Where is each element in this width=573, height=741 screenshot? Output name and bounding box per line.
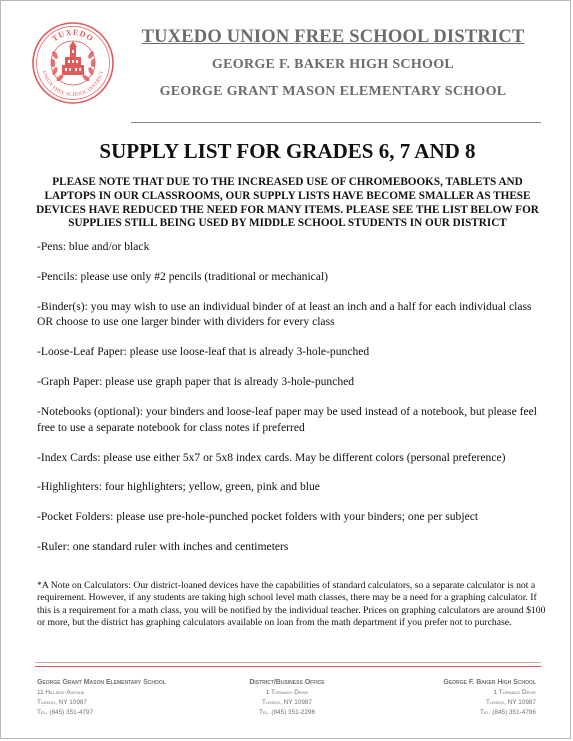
footer-center-phone: Tel. (845) 351-2296 [258, 709, 316, 716]
footer-left-city: Tuxedo, NY 10987 [37, 699, 87, 706]
high-school-name: GEORGE F. BAKER HIGH SCHOOL [211, 57, 455, 72]
calculator-note: *A Note on Calculators: Our district-loaned devices have the capabilities of standard calculators, so a separate calculator is not a requirement. However, if any students are taking high school level math classes, there may be a need for a graphing calculator. If this is a requirement for a math class, you will be notified by the individual teacher. Prices on graphing calculators are around $100 or more, but the district has graphing calculators available on loan from the math department if you prefer not to purchase. [37, 580, 546, 629]
footer-right-city: Tuxedo, NY 10987 [486, 699, 536, 706]
footer-left-name: George Grant Mason Elementary School [37, 679, 166, 686]
supply-item-pocket-folders: -Pocket Folders: please use pre-hole-punched pocket folders with your binders; one per subject [37, 510, 479, 524]
footer-right-address: 1 Tornado Drive [493, 689, 536, 696]
notice-paragraph: PLEASE NOTE THAT DUE TO THE INCREASED USE OF CHROMEBOOKS, TABLETS AND LAPTOPS IN OUR CLASSROOMS, OUR SUPPLY LISTS HAVE BECOME SMALLER AS THESE DEVICES HAVE REDUCED THE NEED FOR MANY ITEMS. PLEASE SEE THE LIST BELOW FOR SUPPLIES STILL BEING USED BY MIDDLE SCHOOL STUDENTS IN OUR DISTRICT [36, 176, 539, 230]
footer-right-name: George F. Baker High School [443, 679, 536, 686]
footer-divider-thin [35, 662, 541, 663]
footer-district-office [227, 678, 347, 718]
district-name: TUXEDO UNION FREE SCHOOL DISTRICT [141, 27, 525, 47]
supply-item-binders: -Binder(s): you may wish to use an individual binder of at least an inch and a half for each individual class OR choose to use one larger binder with dividers for every class [37, 299, 532, 329]
footer-right-phone: Tel. (845) 351-4786 [479, 709, 536, 716]
svg-text:UNION FREE SCHOOL DISTRICT: UNION FREE SCHOOL DISTRICT [40, 69, 106, 99]
footer-high-school [443, 678, 536, 718]
supply-item-graph-paper: -Graph Paper: please use graph paper that is already 3-hole-punched [37, 375, 355, 389]
supply-item-notebooks: -Notebooks (optional): your binders and loose-leaf paper may be used instead of a notebook, but please feel free to use a separate notebook for class notes if preferred [37, 405, 537, 434]
document-title: SUPPLY LIST FOR GRADES 6, 7 AND 8 [99, 139, 476, 163]
footer-left-address: 11 Hillside Avenue [37, 689, 85, 696]
supply-list [37, 239, 547, 569]
footer-center-name: District/Business Office [249, 679, 325, 686]
footer-elementary-school [37, 678, 166, 718]
district-seal-logo [31, 21, 115, 105]
supply-item-pencils: -Pencils: please use only #2 pencils (traditional or mechanical) [37, 269, 329, 283]
footer-divider-red [35, 666, 541, 667]
footer-center-address: 1 Tornado Drive [265, 689, 309, 696]
supply-item-ruler: -Ruler: one standard ruler with inches and centimeters [37, 540, 289, 554]
header-divider [131, 122, 541, 123]
supply-item-highlighters: -Highlighters: four highlighters; yellow, green, pink and blue [37, 480, 320, 494]
elementary-school-name: GEORGE GRANT MASON ELEMENTARY SCHOOL [159, 84, 507, 99]
footer-left-phone: Tel. (845) 351-4797 [37, 709, 94, 716]
svg-text:TUXEDO: TUXEDO [50, 27, 96, 44]
footer-center-city: Tuxedo, NY 10987 [262, 699, 312, 706]
supply-item-index-cards: -Index Cards: please use either 5x7 or 5x8 index cards. May be different colors (personal preference) [37, 450, 506, 464]
supply-item-loose-leaf: -Loose-Leaf Paper: please use loose-leaf that is already 3-hole-punched [37, 345, 370, 359]
supply-item-pens: -Pens: blue and/or black [37, 240, 150, 253]
